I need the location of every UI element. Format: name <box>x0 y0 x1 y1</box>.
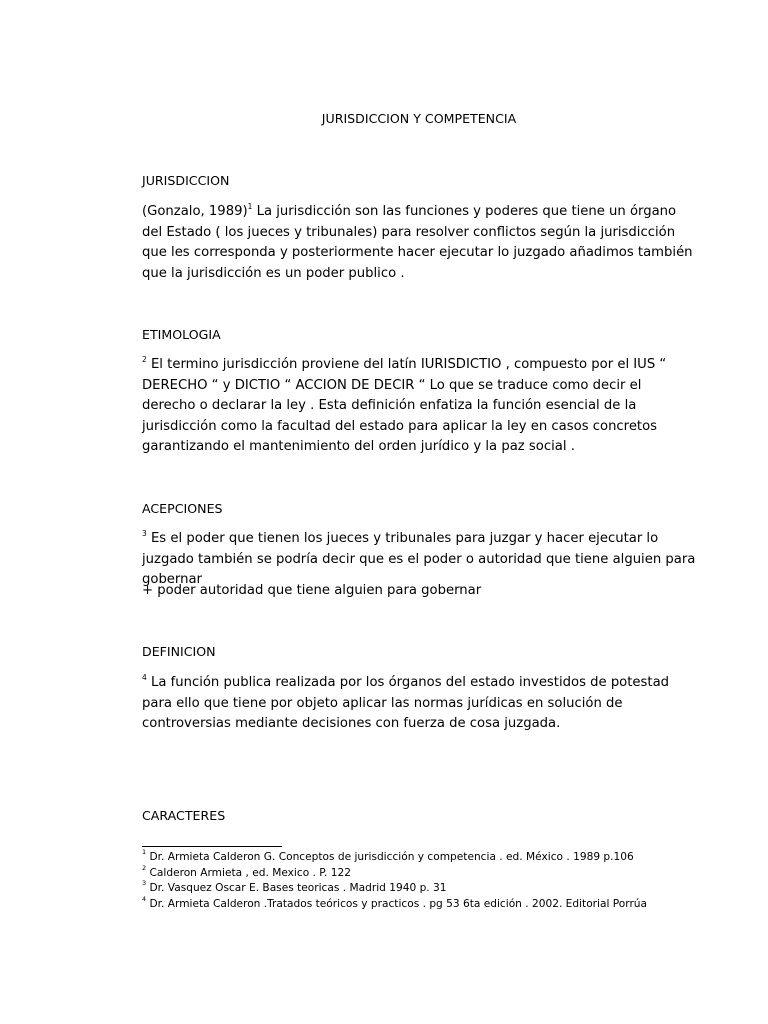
paragraph-text: La jurisdicción son las funciones y poderes que tiene un órgano del Estado ( los jueces y tribunales) para resolver conflictos según la jurisdicción que les corresponda y posteriormente hacer ejecutar lo juzgado añadimos también que la jurisdicción es un poder publico . <box>142 204 693 281</box>
footnotes <box>142 850 702 912</box>
footnote-text: Dr. Armieta Calderon .Tratados teóricos y practicos . pg 53 6ta edición . 2002. Editorial Porrúa <box>146 897 648 910</box>
heading-caracteres: CARACTERES <box>142 808 226 823</box>
heading-jurisdiccion: JURISDICCION <box>142 173 230 188</box>
footnote-marker[interactable]: 4 <box>142 672 147 682</box>
footnote-text: Dr. Armieta Calderon G. Conceptos de jurisdicción y competencia . ed. México . 1989 p.106 <box>146 851 634 863</box>
paragraph-acepciones-extra: + poder autoridad que tiene alguien para gobernar <box>142 583 482 598</box>
footnote-3 <box>142 881 702 897</box>
paragraph-jurisdiccion <box>142 202 698 284</box>
citation: (Gonzalo, 1989) <box>142 204 248 219</box>
heading-etimologia: ETIMOLOGIA <box>142 327 221 342</box>
paragraph-definicion <box>142 673 698 735</box>
paragraph-text: Es el poder que tienen los jueces y tribunales para juzgar y hacer ejecutar lo juzgado también se podría decir que es el poder o autoridad que tiene alguien para gobernar <box>142 531 696 587</box>
paragraph-text: La función publica realizada por los órganos del estado investidos de potestad para ello que tiene por objeto aplicar las normas jurídicas en solución de controversias mediante decisiones con fuerza de cosa juzgada. <box>142 675 670 731</box>
heading-definicion: DEFINICION <box>142 644 216 659</box>
footnote-1 <box>142 850 702 866</box>
footnote-separator <box>142 846 282 847</box>
footnote-marker[interactable]: 1 <box>247 201 253 211</box>
footnote-number: 1 <box>142 848 147 857</box>
document-title: JURISDICCION Y COMPETENCIA <box>321 111 517 126</box>
footnote-marker[interactable]: 3 <box>142 528 147 538</box>
paragraph-etimologia <box>142 355 698 458</box>
paragraph-text: El termino jurisdicción proviene del latín IURISDICTIO , compuesto por el IUS “ DERECHO “ y DICTIO “ ACCION DE DECIR “ Lo que se traduce como decir el derecho o declarar la ley . Esta definición enfatiza la función esencial de la jurisdicción como la facultad del estado para aplicar la ley en casos concretos garantizando el mantenimiento del orden jurídico y la paz social . <box>142 357 667 454</box>
footnote-2 <box>142 863 702 882</box>
footnote-number: 3 <box>142 879 147 888</box>
footnote-number: 2 <box>142 863 147 872</box>
heading-acepciones: ACEPCIONES <box>142 501 223 516</box>
footnote-text: Calderon Armieta , ed. Mexico . P. 122 <box>146 866 351 879</box>
footnote-4 <box>142 894 702 913</box>
footnote-marker[interactable]: 2 <box>142 354 147 364</box>
footnote-text: Dr. Vasquez Oscar E. Bases teoricas . Madrid 1940 p. 31 <box>146 882 447 894</box>
footnote-number: 4 <box>142 894 147 903</box>
